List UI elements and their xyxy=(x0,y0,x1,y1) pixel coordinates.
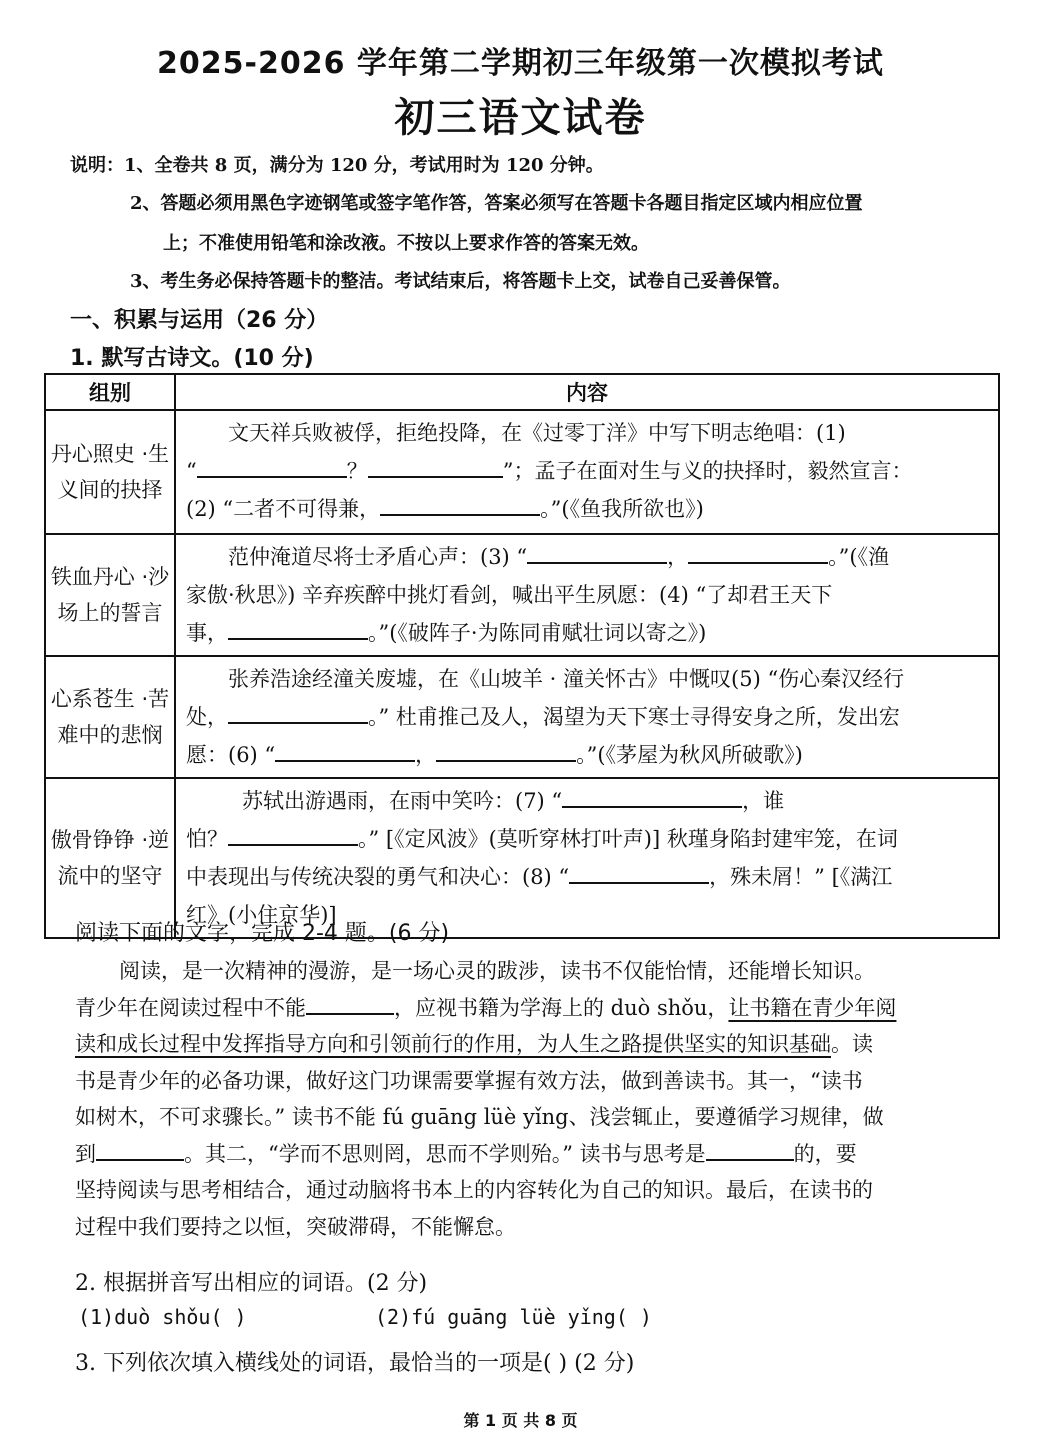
reading-intro: 阅读下面的文字，完成 2-4 题。(6 分) xyxy=(75,921,450,946)
content-line: 苏轼出游遇雨，在雨中笑吟：(7) “ ，谁 xyxy=(186,782,990,820)
instructions-line-3: 3、考生务必保持答题卡的整洁。考试结束后，将答题卡上交，试卷自己妥善保管。 xyxy=(130,271,791,292)
passage-line: 书是青少年的必备功课，做好这门功课需要掌握有效方法，做到善读书。其一，“读书 xyxy=(75,1068,863,1093)
answer-blank[interactable] xyxy=(197,454,347,478)
answer-blank[interactable] xyxy=(706,1137,794,1161)
instructions-line-1: 说明：1、全卷共 8 页，满分为 120 分，考试用时为 120 分钟。 xyxy=(70,155,604,176)
content-cell xyxy=(175,778,999,938)
answer-blank[interactable] xyxy=(436,738,576,762)
column-header-content: 内容 xyxy=(175,374,999,410)
content-line: 红》(小住京华)] xyxy=(186,903,337,927)
answer-blank[interactable] xyxy=(527,540,667,564)
table-row xyxy=(45,778,999,938)
content-cell xyxy=(175,410,999,534)
group-cell: 丹心照史 ·生义间的抉择 xyxy=(45,410,175,534)
table-row xyxy=(45,410,999,534)
content-line: 事， 。”(《破阵子·为陈同甫赋壮词以寄之》) xyxy=(186,614,990,652)
answer-blank[interactable] xyxy=(368,454,503,478)
answer-blank[interactable] xyxy=(96,1137,184,1161)
table-header-row xyxy=(45,374,999,410)
instructions-line-2b: 上；不准使用铅笔和涂改液。不按以上要求作答的答案无效。 xyxy=(163,233,649,254)
question-3: 3. 下列依次填入横线处的词语，最恰当的一项是( ) (2 分) xyxy=(75,1351,635,1376)
content-cell xyxy=(175,656,999,778)
content-line: 中表现出与传统决裂的勇气和决心：(8) “ ，殊未屑！” [《满江 xyxy=(186,858,990,896)
passage-line: 阅读，是一次精神的漫游，是一场心灵的跋涉，读书不仅能怡情，还能增长知识。 xyxy=(119,959,875,983)
passage-line: 如树木，不可求骤长。” 读书不能 fú guāng lüè yǐng、浅尝辄止，要遵循学习规律，做 xyxy=(75,1105,884,1129)
question-2-part-1: (1)duò shǒu( ) xyxy=(78,1305,247,1329)
content-line: 家傲·秋思》) 辛弃疾醉中挑灯看剑，喊出平生夙愿：(4) “了却君王天下 xyxy=(186,583,833,607)
column-header-group: 组别 xyxy=(45,374,175,410)
group-cell: 心系苍生 ·苦难中的悲悯 xyxy=(45,656,175,778)
answer-blank[interactable] xyxy=(562,784,742,808)
content-line: 怕？ 。” [《定风波》(莫听穿林打叶声)] 秋瑾身陷封建牢笼，在词 xyxy=(186,820,990,858)
table-row xyxy=(45,656,999,778)
exam-title: 2025-2026 学年第二学期初三年级第一次模拟考试 xyxy=(157,46,884,81)
question-1-heading: 1. 默写古诗文。(10 分) xyxy=(70,346,314,371)
content-line: 范仲淹道尽将士矛盾心声：(3) “ ， 。”(《渔 xyxy=(186,538,990,576)
answer-blank[interactable] xyxy=(228,616,368,640)
answer-blank[interactable] xyxy=(688,540,828,564)
instructions-line-2a: 2、答题必须用黑色字迹钢笔或签字笔作答，答案必须写在答题卡各题目指定区域内相应位置 xyxy=(130,193,863,214)
answer-blank[interactable] xyxy=(228,822,358,846)
exam-subtitle: 初三语文试卷 xyxy=(394,95,647,141)
passage-line: 过程中我们要持之以恒，突破滞碍，不能懈怠。 xyxy=(75,1214,516,1239)
content-line: 张养浩途经潼关废墟，在《山坡羊 · 潼关怀古》中慨叹(5) “伤心秦汉经行 xyxy=(228,667,905,691)
content-line: (2) “二者不可得兼， 。”(《鱼我所欲也》) xyxy=(186,490,990,528)
content-line: “ ？ ”；孟子在面对生与义的抉择时，毅然宣言： xyxy=(186,452,990,490)
group-cell: 傲骨铮铮 ·逆流中的坚守 xyxy=(45,778,175,938)
content-line: 愿：(6) “ ， 。”(《茅屋为秋风所破歌》) xyxy=(186,736,990,774)
content-cell xyxy=(175,534,999,656)
content-line: 文天祥兵败被俘，拒绝投降，在《过零丁洋》中写下明志绝唱：(1) xyxy=(228,421,846,445)
passage-line: 坚持阅读与思考相结合，通过动脑将书本上的内容转化为自己的知识。最后，在读书的 xyxy=(75,1178,873,1202)
group-cell: 铁血丹心 ·沙场上的誓言 xyxy=(45,534,175,656)
question-2: 2. 根据拼音写出相应的词语。(2 分) xyxy=(75,1271,428,1296)
answer-blank[interactable] xyxy=(380,492,540,516)
content-line: 处， 。” 杜甫推己及人，渴望为天下寒士寻得安身之所，发出宏 xyxy=(186,698,990,736)
passage-line: 青少年在阅读过程中不能 ，应视书籍为学海上的 duò shǒu，让书籍在青少年阅 xyxy=(75,990,995,1027)
answer-blank[interactable] xyxy=(275,738,415,762)
table-row xyxy=(45,534,999,656)
answer-blank[interactable] xyxy=(306,991,394,1015)
recitation-table xyxy=(44,373,1000,939)
section-heading: 一、积累与运用（26 分） xyxy=(70,308,329,333)
page-number: 第 1 页 共 8 页 xyxy=(463,1411,578,1430)
passage-line: 读和成长过程中发挥指导方向和引领前行的作用，为人生之路提供坚实的知识基础。读 xyxy=(75,1032,873,1056)
answer-blank[interactable] xyxy=(569,860,709,884)
passage-line: 到 。其二，“学而不思则罔，思而不学则殆。” 读书与思考是 的，要 xyxy=(75,1136,995,1173)
question-2-part-2: (2)fú guāng lüè yǐng( ) xyxy=(375,1305,652,1329)
reading-passage xyxy=(75,953,995,1245)
answer-blank[interactable] xyxy=(228,700,368,724)
